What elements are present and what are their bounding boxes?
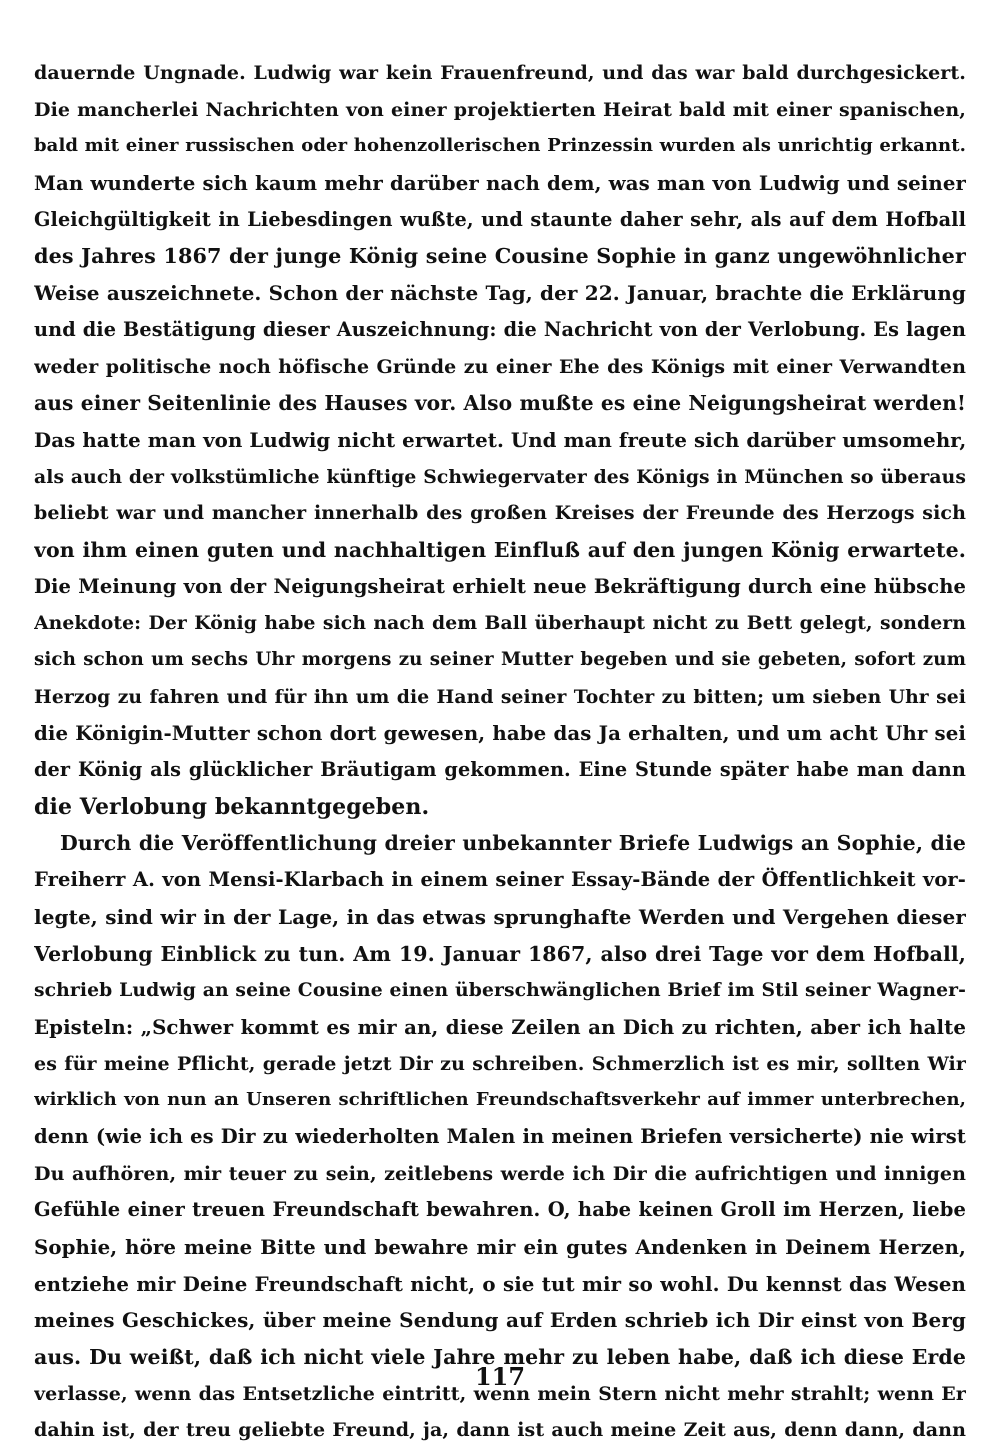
text-line: Man wunderte sich kaum mehr darüber nach dem, was man von Ludwig und seiner — [34, 171, 966, 196]
text-line: Die mancherlei Nachrichten von einer projektierten Heirat bald mit einer spanischen, — [34, 98, 966, 121]
text-line: Herzog zu fahren und für ihn um die Hand seiner Tochter zu bitten; um sieben Uhr sei — [34, 685, 966, 708]
text-line: Episteln: „Schwer kommt es mir an, diese Zeilen an Dich zu richten, aber ich halte — [34, 1014, 966, 1039]
text-line: der König als glücklicher Bräutigam gekommen. Eine Stunde später habe man dann — [34, 758, 966, 782]
page-number: 117 — [474, 1362, 526, 1391]
text-line: dauernde Ungnade. Ludwig war kein Frauenfreund, und das war bald durchgesickert. — [34, 62, 966, 84]
text-line: denn (wie ich es Dir zu wiederholten Malen in meinen Briefen versicherte) nie wirst — [34, 1124, 966, 1148]
text-line: Sophie, höre meine Bitte und bewahre mir ein gutes Andenken in Deinem Herzen, — [34, 1235, 966, 1259]
body-text — [34, 55, 966, 1449]
text-line: aus. Du weißt, daß ich nicht viele Jahre mehr zu leben habe, daß ich diese Erde — [34, 1345, 966, 1370]
text-line: Die Meinung von der Neigungsheirat erhielt neue Bekräftigung durch eine hübsche — [34, 574, 966, 598]
text-line: Du aufhören, mir teuer zu sein, zeitlebens werde ich Dir die aufrichtigen und innigen — [34, 1162, 966, 1185]
text-line: sich schon um sechs Uhr morgens zu seiner Mutter begeben und sie gebeten, sofort zum — [34, 649, 966, 670]
text-line: weder politische noch höfische Gründe zu einer Ehe des Königs mit einer Verwandten — [34, 355, 966, 378]
text-line: die Verlobung bekanntgegeben. — [34, 793, 430, 820]
text-line: wirklich von nun an Unseren schriftlichen Freundschaftsverkehr auf immer unterbrechen, — [34, 1089, 966, 1111]
text-line: entziehe mir Deine Freundschaft nicht, o sie tut mir so wohl. Du kennst das Wesen — [34, 1271, 966, 1296]
text-line: Weise auszeichnete. Schon der nächste Tag, der 22. Januar, brachte die Erklärung — [34, 281, 966, 306]
text-line: bald mit einer russischen oder hohenzollerischen Prinzessin wurden als unrichtig erkannt. — [34, 135, 966, 157]
text-line: des Jahres 1867 der junge König seine Cousine Sophie in ganz ungewöhnlicher — [34, 244, 966, 269]
text-line: Das hatte man von Ludwig nicht erwartet. Und man freute sich darüber umsomehr, — [34, 427, 966, 452]
text-line: Freiherr A. von Mensi-Klarbach in einem seiner Essay-Bände der Öffentlichkeit vor- — [34, 868, 966, 892]
text-line: meines Geschickes, über meine Sendung auf Erden schrieb ich Dir einst von Berg — [34, 1308, 966, 1333]
text-line: und die Bestätigung dieser Auszeichnung: die Nachricht von der Verlobung. Es lagen — [34, 317, 966, 341]
text-line: Verlobung Einblick zu tun. Am 19. Januar 1867, also drei Tage vor dem Hofball, — [34, 941, 966, 966]
text-line: Gefühle einer treuen Freundschaft bewahren. O, habe keinen Groll im Herzen, liebe — [34, 1198, 966, 1222]
text-line: beliebt war und mancher innerhalb des großen Kreises der Freunde des Herzogs sich — [34, 502, 966, 525]
text-line: Anekdote: Der König habe sich nach dem Ball überhaupt nicht zu Bett gelegt, sondern — [34, 612, 966, 635]
text-line: legte, sind wir in der Lage, in das etwas sprunghafte Werden und Vergehen dieser — [34, 904, 966, 929]
text-line: dahin ist, der treu geliebte Freund, ja, dann ist auch meine Zeit aus, denn dann, dann — [34, 1419, 966, 1442]
text-line: Gleichgültigkeit in Liebesdingen wußte, und staunte daher sehr, als auf dem Hofball — [34, 207, 966, 231]
text-line: verlasse, wenn das Entsetzliche eintritt, wenn mein Stern nicht mehr strahlt; wenn Er — [34, 1382, 966, 1405]
text-line: von ihm einen guten und nachhaltigen Einfluß auf den jungen König erwartete. — [34, 537, 966, 562]
text-line: aus einer Seitenlinie des Hauses vor. Also mußte es eine Neigungsheirat werden! — [34, 391, 966, 416]
text-line: als auch der volkstümliche künftige Schwiegervater des Königs in München so überaus — [34, 465, 966, 488]
text-line: die Königin-Mutter schon dort gewesen, habe das Ja erhalten, und um acht Uhr sei — [34, 721, 966, 746]
text-line: es für meine Pflicht, gerade jetzt Dir zu schreiben. Schmerzlich ist es mir, sollten Wir — [34, 1052, 966, 1075]
text-line: Durch die Veröffentlichung dreier unbekannter Briefe Ludwigs an Sophie, die — [60, 831, 966, 856]
text-line: schrieb Ludwig an seine Cousine einen überschwänglichen Brief im Stil seiner Wagner- — [34, 979, 966, 1002]
